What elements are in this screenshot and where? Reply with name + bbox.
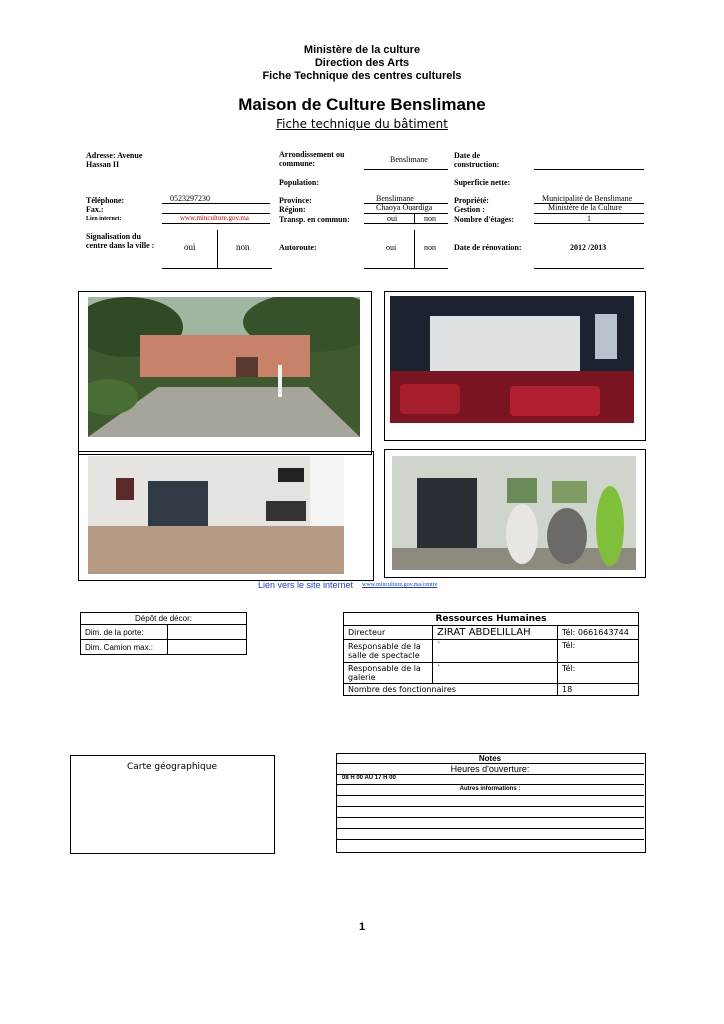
autoroute-oui: oui xyxy=(386,243,397,252)
exterior-photo xyxy=(88,297,360,437)
salle-tel: Tél: xyxy=(558,640,639,663)
directeur-tel: Tél: 0661643744 xyxy=(558,626,639,640)
heures-value: 08 H 00 AU 17 H 00 xyxy=(342,775,396,781)
page-title: Maison de Culture Benslimane xyxy=(238,95,486,114)
lien-value[interactable]: www.minculture.gov.ma xyxy=(180,214,249,222)
telephone-value: 0523297230 xyxy=(170,194,210,203)
autoroute-non: non xyxy=(424,243,436,252)
depot-table xyxy=(80,612,247,655)
etages-label: Nombre d'étages: xyxy=(454,215,515,224)
hall-photo xyxy=(88,456,344,574)
direction-line: Direction des Arts xyxy=(314,57,410,69)
signalisation-non: non xyxy=(236,242,250,252)
ministry-line: Ministère de la culture xyxy=(303,44,421,56)
site-link-url[interactable]: www.minculture.gov.ma/centre xyxy=(362,582,438,588)
province-label: Province: xyxy=(279,196,312,205)
propriete-value: Municipalité de Benslimane xyxy=(542,194,633,203)
gestion-value: Ministère de la Culture xyxy=(548,203,622,212)
page-number: 1 xyxy=(358,921,366,933)
carte-title: Carte géographique xyxy=(127,762,217,772)
adresse-label: Adresse: Avenue Hassan II xyxy=(86,151,143,169)
gestion-label: Gestion : xyxy=(454,205,485,214)
lien-label: Lien internet: xyxy=(86,216,122,222)
etages-value: 1 xyxy=(587,214,591,223)
directeur-label: Directeur xyxy=(344,626,433,640)
telephone-label: Téléphone: xyxy=(86,196,125,205)
doc-type-line: Fiche Technique des centres culturels xyxy=(262,70,462,82)
arrondissement-label: Arrondissement ou commune: xyxy=(279,150,345,168)
galerie-tel: Tél: xyxy=(558,663,639,684)
signalisation-oui: oui xyxy=(184,242,196,252)
salle-value: ` xyxy=(433,640,558,663)
transp-oui: oui xyxy=(387,214,398,223)
population-label: Population: xyxy=(279,178,320,187)
depot-camion-label: Dim. Camion max.: xyxy=(81,640,168,655)
region-value: Chaoya Ouardiga xyxy=(376,203,433,212)
depot-porte-label: Dim. de la porte: xyxy=(81,625,168,640)
transp-non: non xyxy=(424,214,436,223)
fonctionnaires-label: Nombre des fonctionnaires xyxy=(344,684,558,696)
directeur-value: ZIRAT ABDELILLAH xyxy=(433,626,558,640)
heures-label: Heures d'ouverture: xyxy=(450,764,530,774)
depot-title: Dépôt de décor: xyxy=(81,613,247,625)
rh-title: Ressources Humaines xyxy=(344,613,639,626)
site-link-label: Lien vers le site internet xyxy=(258,580,354,590)
renovation-label: Date de rénovation: xyxy=(454,243,522,252)
autoroute-label: Autoroute: xyxy=(279,243,317,252)
propriete-label: Propriété: xyxy=(454,196,489,205)
renovation-value: 2012 /2013 xyxy=(570,243,607,252)
notes-title: Notes xyxy=(478,754,502,763)
date-construction-label: Date de construction: xyxy=(454,151,500,169)
signalisation-label: Signalisation du centre dans la ville : xyxy=(86,232,155,250)
galerie-value: ` xyxy=(433,663,558,684)
salle-label: Responsable de la salle de spectacle xyxy=(344,640,433,663)
autres-label: Autres informations : xyxy=(459,786,521,792)
auditorium-photo xyxy=(390,296,634,423)
rh-table xyxy=(343,612,639,696)
province-value: Benslimane xyxy=(376,194,414,203)
fonctionnaires-value: 18 xyxy=(558,684,639,696)
audience-photo xyxy=(392,456,636,570)
page-subtitle: Fiche technique du bâtiment xyxy=(276,117,448,131)
superficie-label: Superficie nette: xyxy=(454,178,511,187)
galerie-label: Responsable de la galerie xyxy=(344,663,433,684)
fax-label: Fax.: xyxy=(86,205,104,214)
arrondissement-value: Benslimane xyxy=(390,155,428,164)
region-label: Région: xyxy=(279,205,306,214)
transp-label: Transp. en commun: xyxy=(279,215,350,224)
